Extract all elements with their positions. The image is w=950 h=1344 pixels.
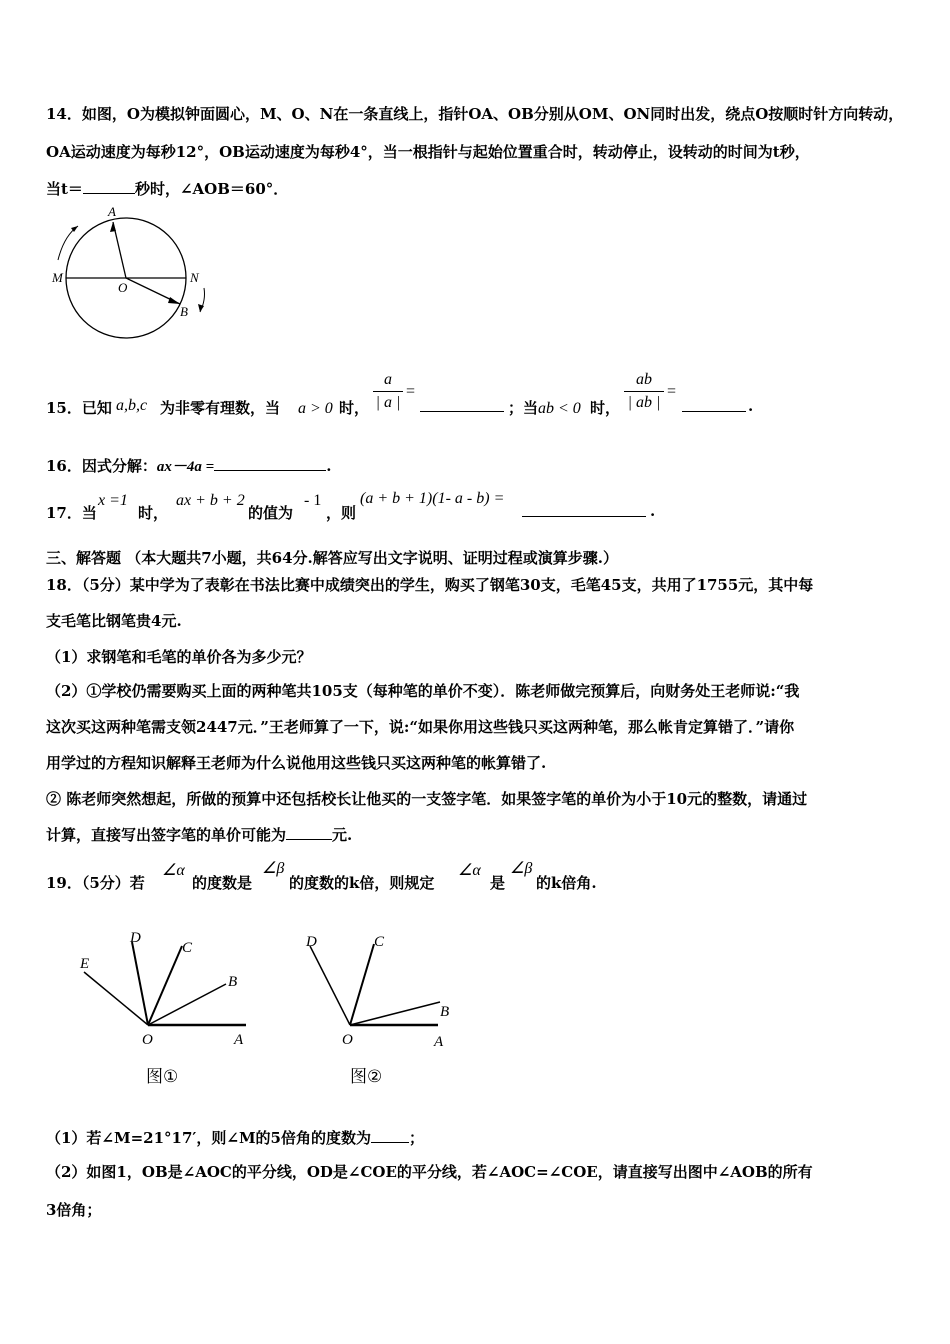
q17-prefix: 17．当 <box>46 504 97 522</box>
q19-mid3: 是 <box>490 874 506 892</box>
q16-line <box>46 455 331 476</box>
q17-val: - 1 <box>304 492 322 509</box>
q15-mid2: 时， <box>339 399 370 417</box>
fig1-label-a: A <box>234 1032 244 1048</box>
q18-line5: 这次买这两种笔需支领2447元．”王老师算了一下，说:“如果你用这些钱只买这两种笔，那么帐肯定算错了．”请你 <box>46 718 795 736</box>
q14-label-b: B <box>180 304 188 319</box>
q14-clock-figure <box>46 200 216 345</box>
q15-cond2: ab < 0 <box>538 400 581 417</box>
q19-part2-line2: 3倍角； <box>46 1201 102 1219</box>
q14-line3-a: 当t＝ <box>46 180 83 198</box>
q16-end: . <box>326 457 332 475</box>
q18-line2: 支毛笔比钢笔贵4元. <box>46 612 182 630</box>
q17-mid2: 的值为 <box>248 504 294 522</box>
q19-figure-1 <box>70 922 260 1092</box>
q18-line8 <box>46 824 352 845</box>
q19-mid1: 的度数是 <box>192 874 253 892</box>
q16-prefix: 16．因式分解： <box>46 457 157 475</box>
q19-part1 <box>46 1127 424 1148</box>
q19-mid2: 的度数的k倍，则规定 <box>289 874 435 892</box>
fig1-label-b: B <box>228 974 238 990</box>
q19-beta1: ∠β <box>262 860 285 877</box>
fig1-caption: 图① <box>146 1067 179 1087</box>
q18-line1: 18．（5分）某中学为了表彰在书法比赛中成绩突出的学生，购买了钢笔30支，毛笔45支，共用了1755元，其中每 <box>46 576 814 594</box>
q16-blank[interactable] <box>214 456 326 471</box>
q14-label-a: A <box>108 204 116 219</box>
q18-line6: 用学过的方程知识解释王老师为什么说他用这些钱只买这两种笔的帐算错了. <box>46 754 547 772</box>
q14-line1: 14．如图，O为模拟钟面圆心，M、O、N在一条直线上，指针OA、OB分别从OM、ON同时出发，绕点O按顺时针方向转动， <box>46 105 904 123</box>
fig1-label-e: E <box>80 956 90 972</box>
q18-line3: （1）求钢笔和毛笔的单价各为多少元？ <box>46 648 312 666</box>
q19-part2-line1: （2）如图1，OB是∠AOC的平分线，OD是∠COE的平分线，若∠AOC=∠COE，请直接写出图中∠AOB的所有 <box>46 1163 813 1181</box>
q15-eq1: = <box>406 383 416 400</box>
fig2-label-d: D <box>306 934 317 950</box>
q14-line3-b: 秒时，∠AOB＝60°． <box>134 180 289 198</box>
q14-line2: OA运动速度为每秒12°，OB运动速度为每秒4°，当一根指针与起始位置重合时，转动停止，设转动的时间为t秒， <box>46 143 810 161</box>
q14-label-m: M <box>52 270 63 285</box>
fig2-label-a: A <box>434 1034 444 1050</box>
q15-blank2[interactable] <box>682 397 746 412</box>
q18-line4: （2）①学校仍需要购买上面的两种笔共105支（每种笔的单价不变）．陈老师做完预算后，向财务处王老师说:“我 <box>46 682 800 700</box>
q15-blank1[interactable] <box>420 397 504 412</box>
fig1-label-d: D <box>130 930 141 946</box>
q19-blank[interactable] <box>371 1128 409 1143</box>
q15-sep: ；当 <box>508 399 539 417</box>
q15-frac1 <box>373 371 403 412</box>
fig1-label-c: C <box>182 940 193 956</box>
q15-frac1-den: | a | <box>375 394 401 411</box>
q17-blank[interactable] <box>522 502 646 517</box>
q15-eq2: = <box>667 383 677 400</box>
q19-part1-b: ； <box>409 1129 425 1147</box>
q17-expr2: (a + b + 1)(1- a - b) = <box>360 490 505 507</box>
q17-end: . <box>650 502 656 520</box>
q18-line8-b: 元. <box>332 826 353 844</box>
q15-frac1-num: a <box>384 371 392 388</box>
q15-end: . <box>748 397 754 415</box>
q19-part1-a: （1）若∠M=21°17′，则∠M的5倍角的度数为 <box>46 1129 371 1147</box>
fig2-label-b: B <box>440 1004 450 1020</box>
q18-line7: ② 陈老师突然想起，所做的预算中还包括校长让他买的一支签字笔．如果签字笔的单价为小于10元的整数，请通过 <box>46 790 808 808</box>
q15-prefix: 15．已知 <box>46 399 112 417</box>
q15-vars: a,b,c <box>116 397 148 414</box>
q18-blank[interactable] <box>286 825 332 840</box>
fig2-caption: 图② <box>350 1067 383 1087</box>
q16-expr: ax－4a = <box>156 459 215 475</box>
q17-cond: x =1 <box>98 492 128 509</box>
q19-end: 的k倍角. <box>536 874 597 892</box>
q15-mid3: 时， <box>590 399 621 417</box>
section-header: 三、解答题 （本大题共7小题，共64分.解答应写出文字说明、证明过程或演算步骤.） <box>46 549 618 567</box>
q14-label-n: N <box>190 270 199 285</box>
q19-alpha1: ∠α <box>162 862 185 879</box>
q15-frac2-den: | ab | <box>627 394 661 411</box>
fig2-label-c: C <box>374 934 385 950</box>
fig1-label-o: O <box>142 1032 153 1048</box>
q15-frac2-num: ab <box>636 371 652 388</box>
q17-mid1: 时， <box>138 504 169 522</box>
q15-cond1: a > 0 <box>298 400 333 417</box>
q15-line <box>46 397 112 418</box>
q19-beta2: ∠β <box>510 860 533 877</box>
q14-label-o: O <box>118 280 128 295</box>
q14-blank[interactable] <box>83 179 135 194</box>
q18-line8-a: 计算，直接写出签字笔的单价可能为 <box>46 826 287 844</box>
q19-figure-2 <box>296 922 466 1092</box>
fig2-label-o: O <box>342 1032 353 1048</box>
q19-alpha2: ∠α <box>458 862 481 879</box>
q17-mid3: ，则 <box>326 504 357 522</box>
q14-line3 <box>46 178 288 199</box>
q15-frac2 <box>624 371 664 412</box>
q15-mid1: 为非零有理数，当 <box>160 399 281 417</box>
q17-expr: ax + b + 2 <box>176 492 245 509</box>
q19-prefix: 19．（5分）若 <box>46 874 145 892</box>
